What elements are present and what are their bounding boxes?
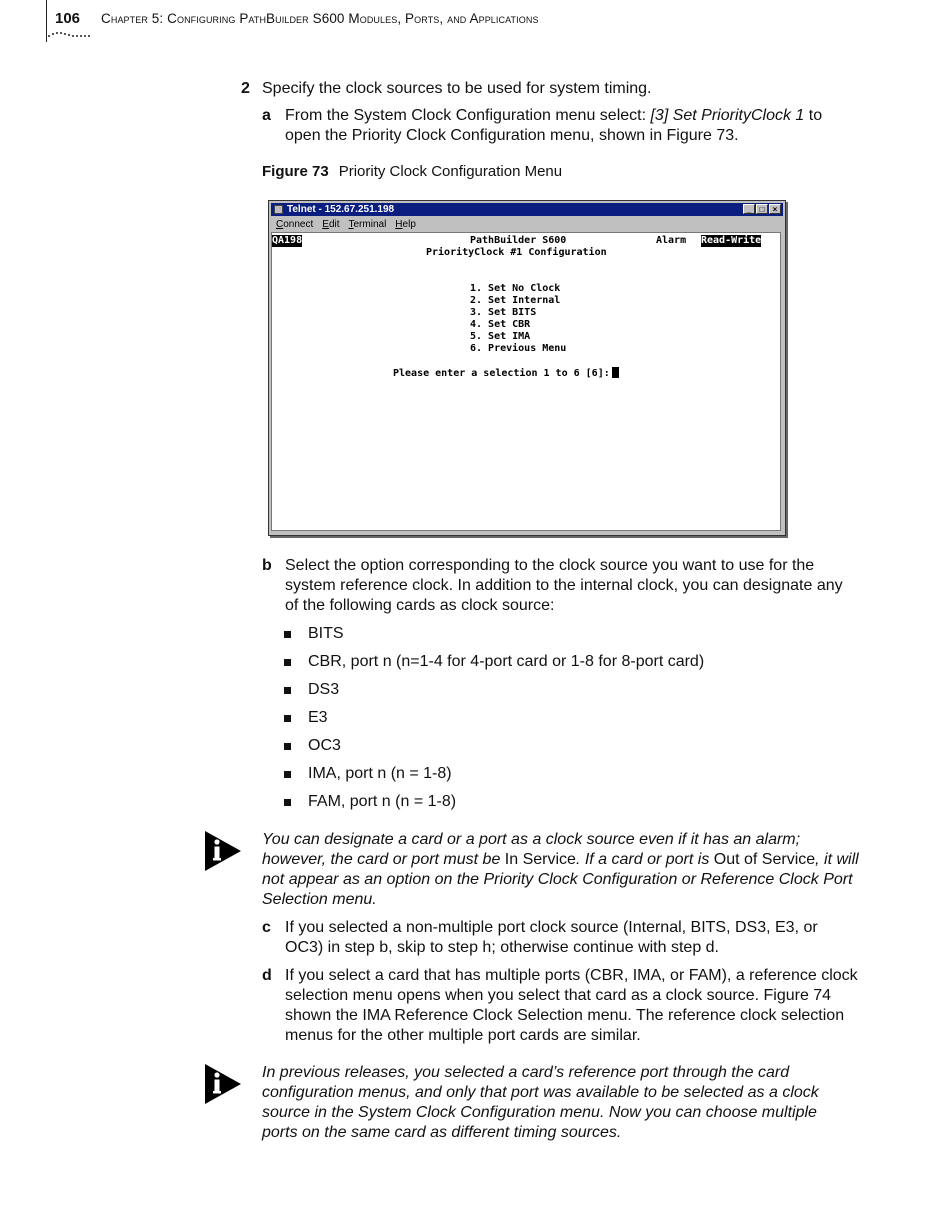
note-1-in-service: In Service [504,851,576,868]
step-a-letter: a [262,107,271,124]
telnet-app-icon [274,205,283,214]
figure-caption-text: Priority Clock Configuration Menu [338,163,563,180]
list-item: BITS [284,624,704,652]
step-d-letter: d [262,967,272,984]
terminal-option: 4. Set CBR [470,319,531,330]
terminal-option: 3. Set BITS [470,307,537,318]
note-1-part2: . If a card or port is [575,851,714,868]
telnet-menubar [271,218,783,231]
info-note-icon [205,831,241,871]
note-1-part3: , it will not appear as an option on the Priority Clock Configuration or Reference Clock Port Selection menu. [262,851,859,908]
step-c-text: If you selected a non-multiple port clock source (Internal, BITS, DS3, E3, or OC3) in step b, skip to step h; otherwise continue with step d. [285,919,818,956]
step-b-letter: b [262,557,272,574]
step-2-number: 2 [241,80,250,97]
figure-caption [262,163,562,180]
telnet-window [268,200,786,536]
terminal-mode: Read-Write [701,235,762,246]
telnet-title: Telnet - 152.67.251.198 [287,204,395,215]
terminal-screen[interactable] [271,232,781,531]
page-number: 106 [55,10,81,27]
step-a-text [285,106,845,146]
note-1-out-of-service: Out of Service [713,851,816,868]
list-item: E3 [284,708,704,736]
step-a-text-before: From the System Clock Configuration menu select: [285,107,651,124]
chapter-title: Chapter 5: Configuring PathBuilder S600 Modules, Ports, and Applications [101,11,539,26]
list-item: IMA, port n (n = 1-8) [284,764,704,792]
terminal-product: PathBuilder S600 [470,235,567,246]
step-b-text: Select the option corresponding to the clock source you want to use for the system reference clock. In addition to the internal clock, you can designate any of the following cards as clock source: [285,557,843,614]
step-2-text: Specify the clock sources to be used for system timing. [262,80,652,97]
terminal-option: 1. Set No Clock [470,283,561,294]
terminal-alarm: Alarm [656,235,687,246]
maximize-icon[interactable]: □ [756,204,768,214]
step-a-menu-reference: [3] Set PriorityClock 1 [650,107,805,124]
list-item: DS3 [284,680,704,708]
close-icon[interactable]: × [769,204,781,214]
note-2-text: In previous releases, you selected a card’s reference port through the card configuration menus, and only that port was available to be selected as a clock source in the System Clock Configuration menu. Now you can choose multiple ports on the same card as different timing sources. [262,1064,819,1141]
note-1-text [262,830,862,910]
step-c-letter: c [262,919,271,936]
step-d-text: If you select a card that has multiple ports (CBR, IMA, or FAM), a reference clock selection menu opens when you select that card as a clock source. Figure 74 shown the IMA Reference Clock Selection menu. The reference clock selection menus for the other multiple port cards are similar. [285,967,858,1044]
menu-connect[interactable]: Connect [276,219,314,230]
minimize-icon[interactable]: _ [743,204,755,214]
terminal-host: QA198 [272,235,303,246]
telnet-titlebar[interactable] [271,203,783,216]
terminal-screen-title: PriorityClock #1 Configuration [426,247,607,258]
figure-label: Figure 73 [262,163,329,180]
header-dots-decoration [47,30,91,44]
clock-source-list [284,624,704,820]
terminal-option: 5. Set IMA [470,331,531,342]
list-item: FAM, port n (n = 1-8) [284,792,704,820]
menu-help[interactable]: Help [395,219,416,230]
list-item: CBR, port n (n=1-4 for 4-port card or 1-8 for 8-port card) [284,652,704,680]
info-note-icon [205,1064,241,1104]
menu-edit[interactable]: Edit [322,219,340,230]
list-item: OC3 [284,736,704,764]
terminal-prompt [393,367,619,380]
menu-terminal[interactable]: Terminal [348,219,387,230]
terminal-option: 6. Previous Menu [470,343,567,354]
terminal-prompt-text: Please enter a selection 1 to 6 [6]: [393,368,610,379]
note-1-part1: You can designate a card or a port as a clock source even if it has an alarm; however, the card or port must be [262,831,801,868]
step-a-text-after: to open the Priority Clock Configuration menu, shown in Figure 73. [285,107,823,144]
terminal-option: 2. Set Internal [470,295,561,306]
terminal-cursor [612,367,619,378]
